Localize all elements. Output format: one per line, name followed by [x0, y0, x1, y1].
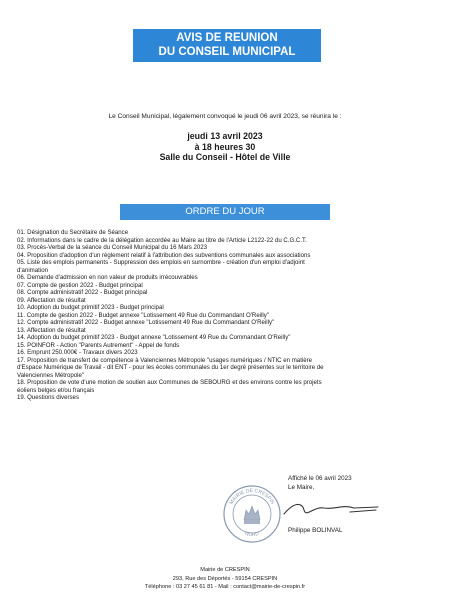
footer-line2: 293, Rue des Déportés - 59154 CRESPIN [172, 575, 278, 582]
seal-text-top: MAIRIE DE CRESPIN [228, 487, 276, 506]
agenda-item: 13. Affectation de résultat [17, 326, 86, 334]
agenda-title-banner: ORDRE DU JOUR [120, 204, 330, 220]
agenda-item: 14. Adoption du budget primitif 2023 - Budget annexe "Lotissement 49 Rue du Commandant O'Reilly" [17, 334, 291, 341]
agenda-item: 01. Désignation du Secrétaire de Séance [17, 229, 129, 236]
intro-text: Le Conseil Municipal, légalement convoqué le jeudi 06 avril 2023, se réunira le : [108, 113, 342, 120]
agenda-item: 15. POINFOR - Action "Parents Autrement" - Appel de fonds [17, 341, 180, 349]
posting-info [288, 475, 438, 492]
agenda-item: éoliens belges et/ou français [17, 386, 95, 394]
agenda-item: d'Espace Numérique de Travail - dit ENT - pour les écoles communales du 1er degré présentes sur le territoire de [17, 364, 324, 371]
agenda-item: 06. Demande d'admission en non valeur de produits irrécouvrables [17, 274, 198, 281]
footer-line3: Téléphone : 03 27 45 61 81 - Mail : contact@mairie-de-crespin.fr [144, 584, 306, 590]
mayor-name: Philippe BOLINVAL [288, 527, 343, 534]
agenda-item: 02. Informations dans le cadre de la délégation accordée au Maire au titre de l'Article L2122-22 du C.G.C.T. [17, 236, 307, 244]
meeting-time: à 18 heures 30 [194, 141, 256, 152]
meeting-details [0, 131, 450, 163]
agenda-item: 07. Compte de gestion 2022 - Budget principal [17, 281, 143, 289]
agenda-item: 12. Compte administratif 2022 - Budget annexe "Lotissement 49 Rue du Commandant O'Reilly" [17, 319, 275, 326]
posted-date: Affiché le 06 avril 2023 [288, 475, 352, 482]
meeting-place: Salle du Conseil - Hôtel de Ville [159, 152, 291, 162]
agenda-item: 19. Questions diverses [17, 394, 79, 401]
agenda-item: 11. Compte de gestion 2022 - Budget annexe "Lotissement 49 Rue du Commandant O'Reilly" [17, 311, 269, 319]
notice-title-line2: DU CONSEIL MUNICIPAL [158, 45, 296, 58]
agenda-item: Valenciennes Métropole" [17, 371, 85, 379]
svg-text:NORD [244, 531, 260, 538]
footer-line1: Mairie de CRESPIN [200, 567, 250, 573]
agenda-item: 05. Liste des emplois permanents - Suppression des emplois en surnombre - création d'un emploi d'adjoint [17, 259, 305, 266]
notice-title-banner [133, 29, 321, 62]
town-seal-stamp [222, 484, 282, 544]
agenda-item: 08. Compte administratif 2022 - Budget principal [17, 289, 148, 296]
mayor-role: Le Maire, [288, 483, 315, 491]
notice-title-line1: AVIS DE REUNION [176, 32, 278, 44]
agenda-item: 10. Adoption du budget primitif 2023 - Budget principal [17, 304, 164, 311]
seal-text-bottom: NORD [244, 530, 260, 539]
agenda-item: 17. Proposition de transfert de compétence à Valenciennes Métropole "usages numériques / NTIC en matière [17, 356, 313, 364]
meeting-date: jeudi 13 avril 2023 [187, 131, 263, 141]
agenda-item: d'animation [17, 266, 48, 274]
agenda-item: 16. Emprunt 250.000€ - Travaux divers 2023 [17, 349, 138, 356]
handwritten-signature [280, 498, 382, 522]
agenda-list [17, 229, 437, 402]
agenda-item: 04. Proposition d'adoption d'un règlement relatif à l'attribution des subventions communales aux associations [17, 251, 311, 259]
agenda-item: 18. Proposition de vote d'une motion de soutien aux Communes de SEBOURG et des environs contre les projets [17, 379, 322, 386]
footer-address [0, 566, 450, 592]
agenda-item: 09. Affectation de résultat [17, 296, 86, 304]
agenda-item: 03. Procès-Verbal de la séance du Conseil Municipal du 16 Mars 2023 [17, 244, 208, 251]
